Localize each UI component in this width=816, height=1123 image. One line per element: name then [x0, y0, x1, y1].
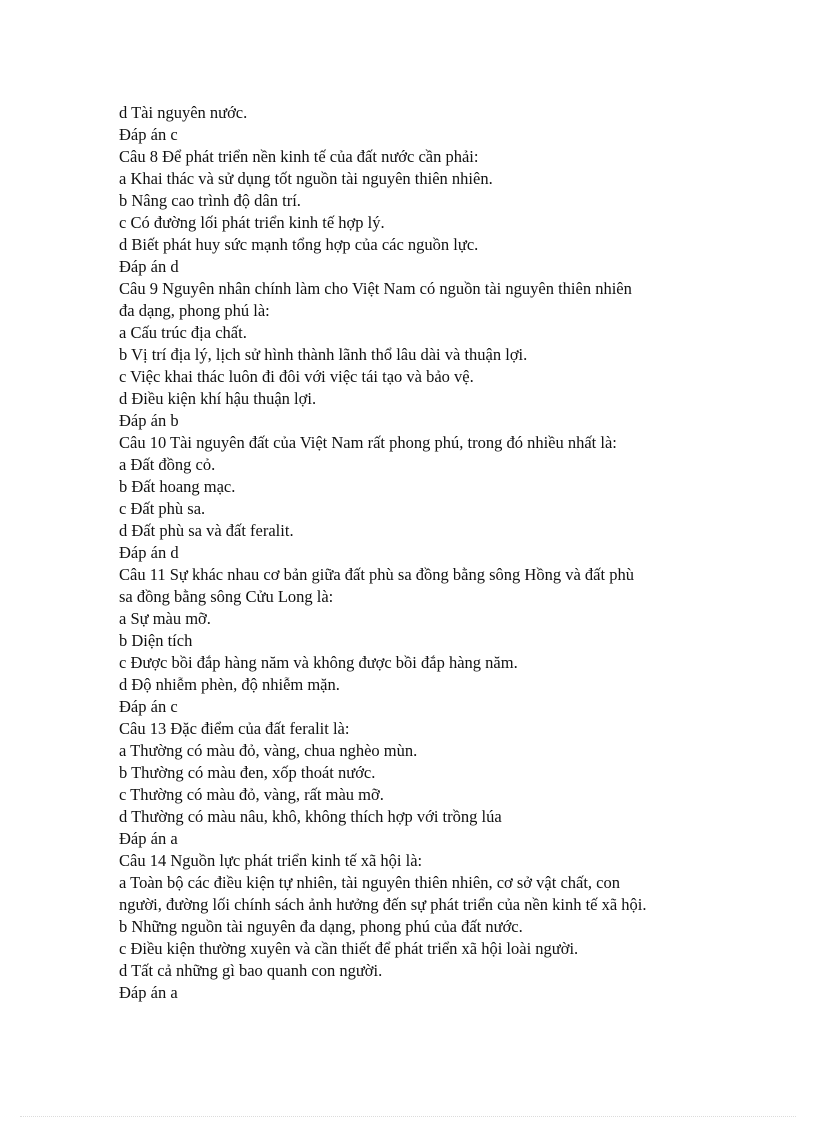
- option-line: c Được bồi đắp hàng năm và không được bồi đắp hàng năm.: [119, 653, 518, 672]
- answer-key-line: Đáp án c: [119, 125, 178, 144]
- option-line: d Điều kiện khí hậu thuận lợi.: [119, 389, 317, 408]
- option-line: b Những nguồn tài nguyên đa dạng, phong phú của đất nước.: [119, 917, 523, 936]
- answer-key-line: Đáp án d: [119, 543, 179, 562]
- option-line: d Độ nhiễm phèn, độ nhiễm mặn.: [119, 675, 340, 694]
- answer-key-line: Đáp án a: [119, 829, 178, 848]
- option-line: b Vị trí địa lý, lịch sử hình thành lãnh thổ lâu dài và thuận lợi.: [119, 345, 528, 364]
- answer-key-line: Đáp án d: [119, 257, 179, 276]
- option-line: c Việc khai thác luôn đi đôi với việc tái tạo và bảo vệ.: [119, 367, 474, 386]
- text-line: đa dạng, phong phú là:: [119, 301, 270, 320]
- option-line: c Có đường lối phát triển kinh tế hợp lý.: [119, 213, 385, 232]
- option-line: b Nâng cao trình độ dân trí.: [119, 191, 301, 210]
- option-line: a Toàn bộ các điều kiện tự nhiên, tài nguyên thiên nhiên, cơ sở vật chất, con: [119, 873, 620, 892]
- text-line: sa đồng bằng sông Cửu Long là:: [119, 587, 334, 606]
- option-line: a Cấu trúc địa chất.: [119, 323, 247, 342]
- option-line: c Điều kiện thường xuyên và cần thiết để phát triển xã hội loài người.: [119, 939, 579, 958]
- answer-key-line: Đáp án b: [119, 411, 179, 430]
- answer-key-line: Đáp án a: [119, 983, 178, 1002]
- option-line: a Sự màu mỡ.: [119, 609, 211, 628]
- option-line: d Biết phát huy sức mạnh tổng hợp của các nguồn lực.: [119, 235, 479, 254]
- question-line: Câu 8 Để phát triển nền kinh tế của đất nước cần phải:: [119, 147, 479, 166]
- option-line: b Thường có màu đen, xốp thoát nước.: [119, 763, 376, 782]
- answer-key-line: Đáp án c: [119, 697, 178, 716]
- option-line: d Tài nguyên nước.: [119, 103, 248, 122]
- question-line: Câu 11 Sự khác nhau cơ bản giữa đất phù sa đồng bằng sông Hồng và đất phù: [119, 565, 634, 584]
- option-line: d Tất cả những gì bao quanh con người.: [119, 961, 383, 980]
- option-line: d Thường có màu nâu, khô, không thích hợp với trồng lúa: [119, 807, 502, 826]
- question-line: Câu 14 Nguồn lực phát triển kinh tế xã hội là:: [119, 851, 423, 870]
- option-line: a Thường có màu đỏ, vàng, chua nghèo mùn.: [119, 741, 418, 760]
- text-line: người, đường lối chính sách ảnh hưởng đến sự phát triển của nền kinh tế xã hội.: [119, 895, 647, 914]
- option-line: c Đất phù sa.: [119, 499, 206, 518]
- option-line: c Thường có màu đỏ, vàng, rất màu mỡ.: [119, 785, 384, 804]
- option-line: b Đất hoang mạc.: [119, 477, 236, 496]
- page-bottom-divider: [20, 1116, 796, 1117]
- option-line: a Khai thác và sử dụng tốt nguồn tài nguyên thiên nhiên.: [119, 169, 493, 188]
- question-line: Câu 10 Tài nguyên đất của Việt Nam rất phong phú, trong đó nhiều nhất là:: [119, 433, 617, 452]
- option-line: b Diện tích: [119, 631, 193, 650]
- option-line: d Đất phù sa và đất feralit.: [119, 521, 294, 540]
- question-line: Câu 9 Nguyên nhân chính làm cho Việt Nam có nguồn tài nguyên thiên nhiên: [119, 279, 632, 298]
- document-body: [119, 102, 719, 1004]
- question-line: Câu 13 Đặc điểm của đất feralit là:: [119, 719, 350, 738]
- option-line: a Đất đồng cỏ.: [119, 455, 216, 474]
